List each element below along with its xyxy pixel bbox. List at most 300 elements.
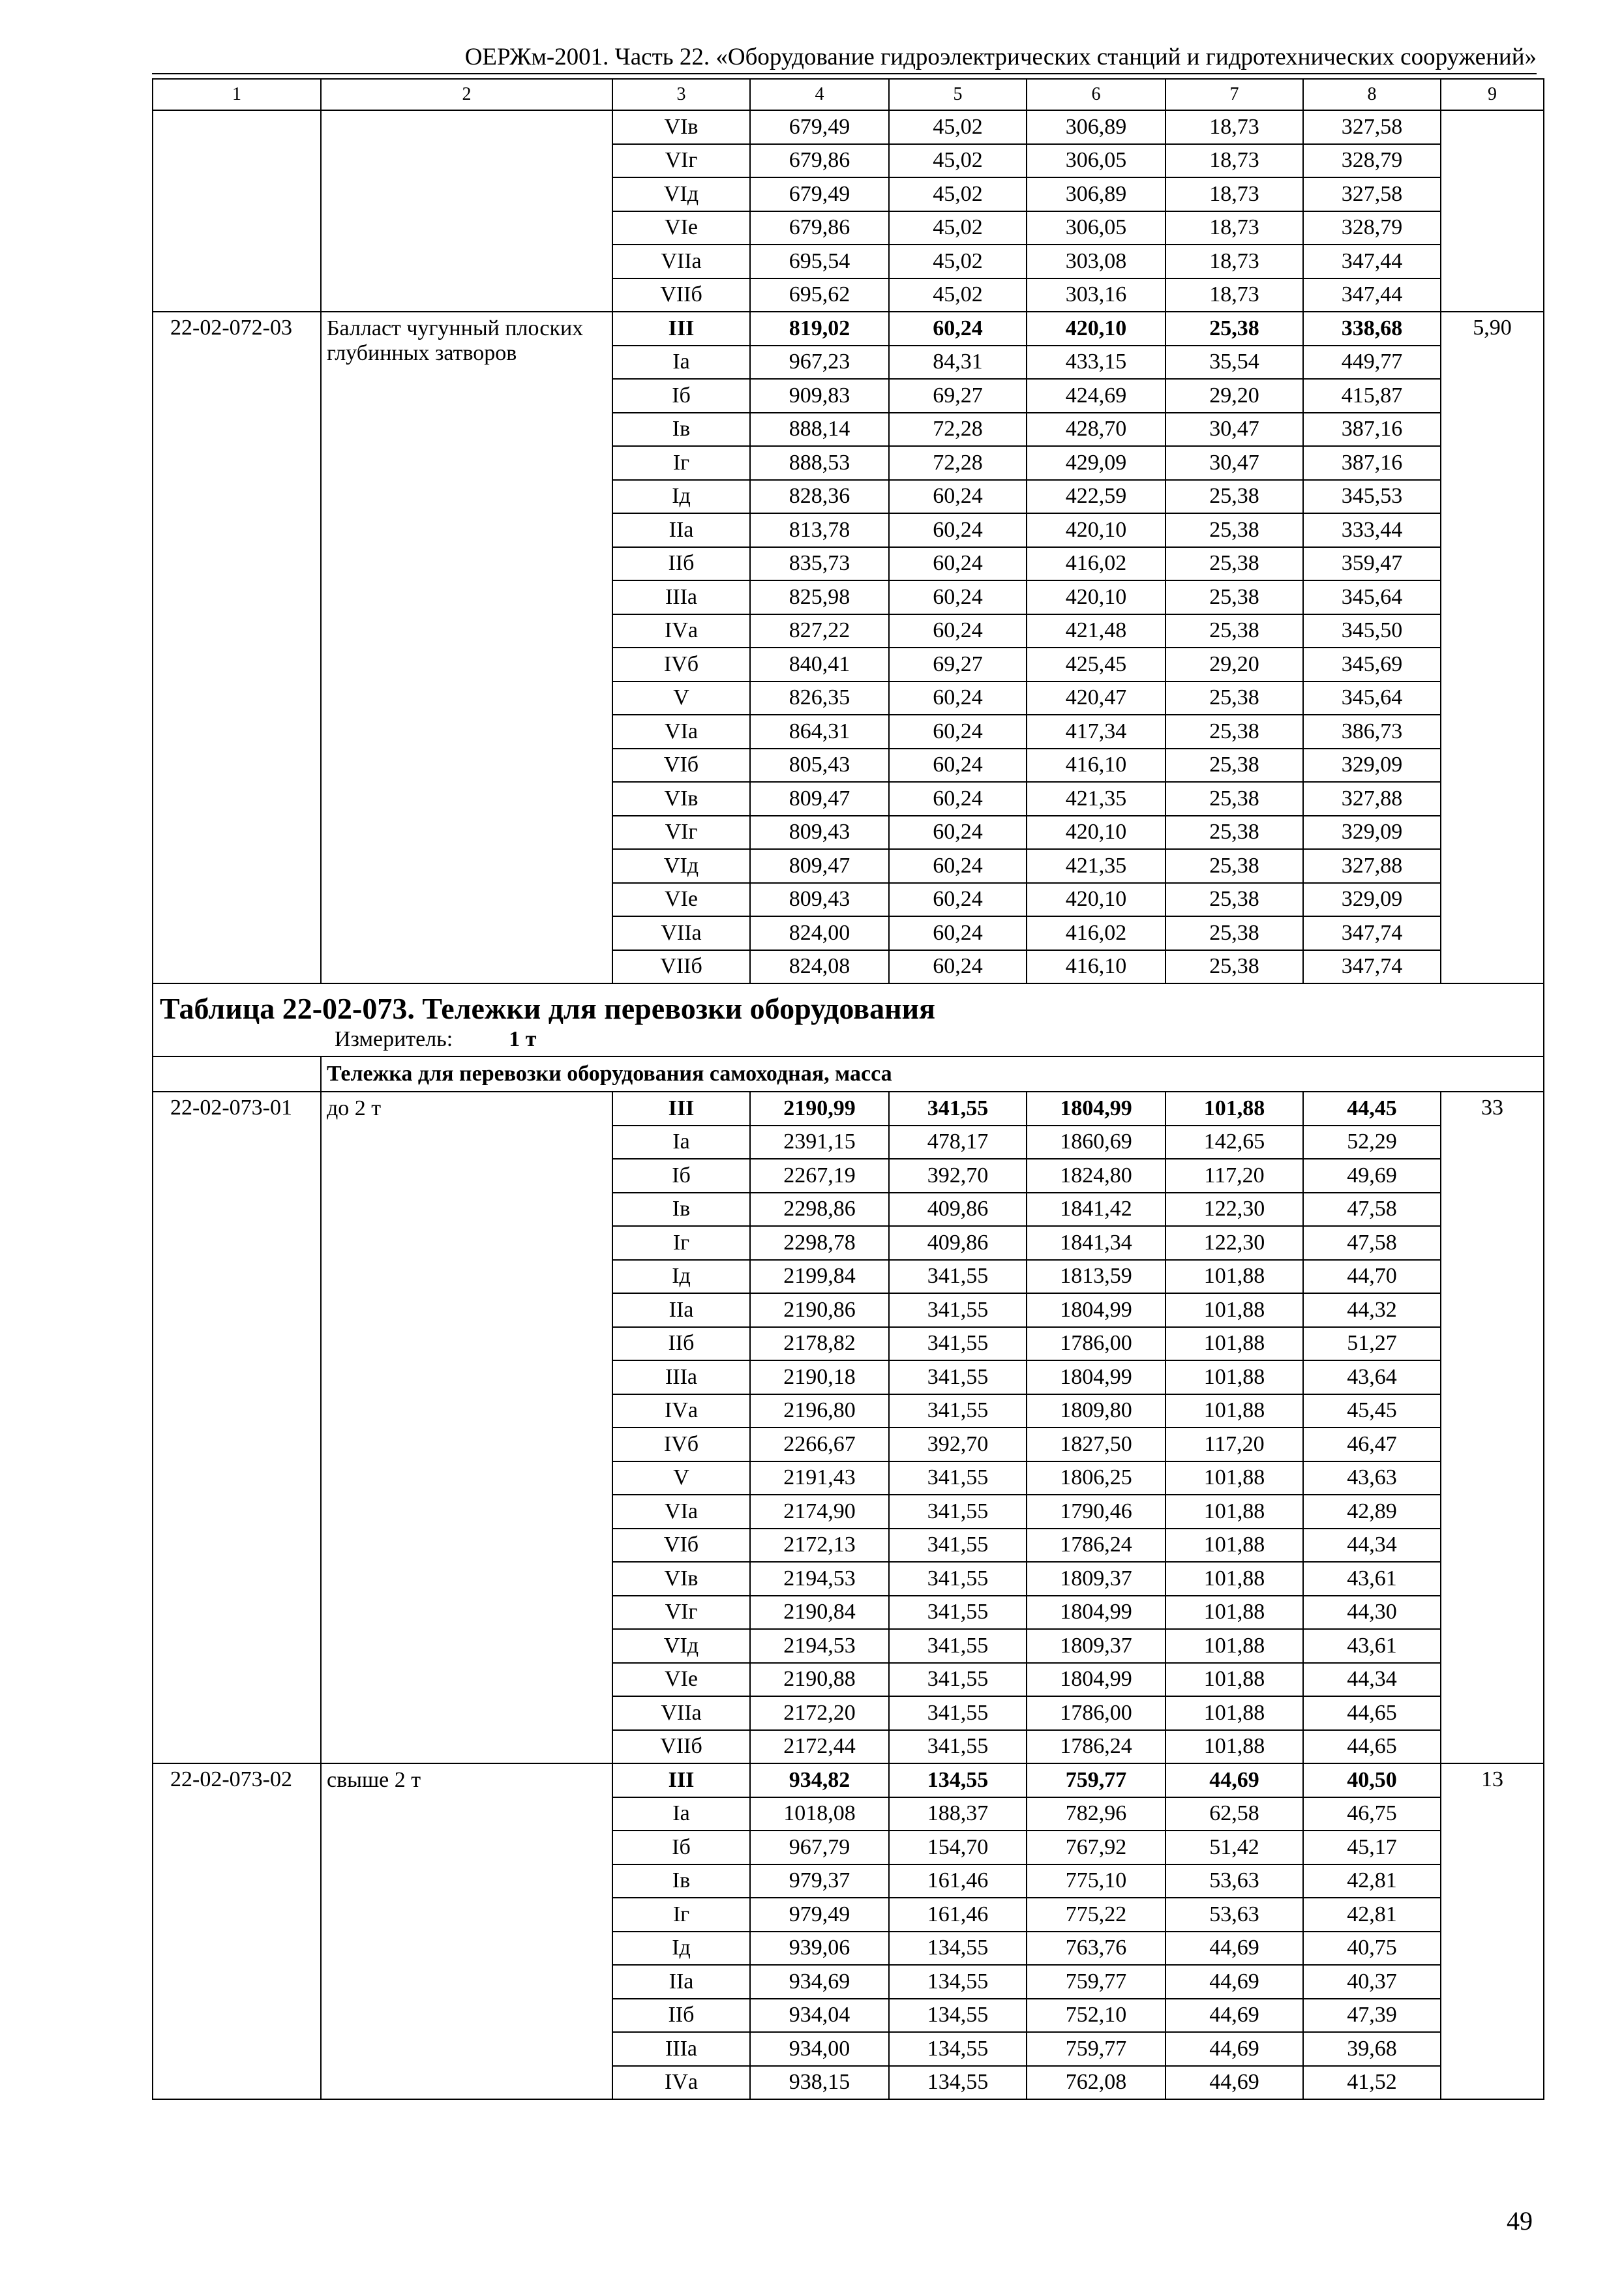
value-cell: 161,46	[889, 1864, 1027, 1898]
column-number: 9	[1441, 79, 1544, 110]
zone-cell: IVа	[612, 614, 750, 648]
value-cell: 42,81	[1303, 1864, 1441, 1898]
value-cell: 188,37	[889, 1797, 1027, 1831]
value-cell: 327,88	[1303, 782, 1441, 816]
zone-cell: IVа	[612, 1394, 750, 1428]
value-cell: 775,22	[1027, 1898, 1165, 1932]
zone-cell: IVб	[612, 648, 750, 681]
zone-cell: VIв	[612, 782, 750, 816]
value-cell: 25,38	[1165, 749, 1303, 783]
value-cell: 2298,86	[750, 1193, 889, 1227]
value-cell: 1824,80	[1027, 1159, 1165, 1193]
value-cell: 2190,18	[750, 1360, 889, 1394]
value-cell: 30,47	[1165, 413, 1303, 447]
zone-cell: III	[612, 1092, 750, 1126]
value-cell: 101,88	[1165, 1260, 1303, 1294]
value-cell: 122,30	[1165, 1226, 1303, 1260]
value-cell: 2172,20	[750, 1696, 889, 1730]
value-cell: 60,24	[889, 782, 1027, 816]
value-cell: 341,55	[889, 1293, 1027, 1327]
value-cell: 2174,90	[750, 1495, 889, 1529]
measure-value: 1 т	[509, 1027, 537, 1051]
value-cell: 42,81	[1303, 1898, 1441, 1932]
value-cell: 420,10	[1027, 513, 1165, 547]
value-cell: 433,15	[1027, 346, 1165, 380]
value-cell: 934,82	[750, 1763, 889, 1797]
value-cell: 101,88	[1165, 1663, 1303, 1697]
value-cell: 25,38	[1165, 950, 1303, 984]
value-cell: 979,49	[750, 1898, 889, 1932]
value-cell: 60,24	[889, 849, 1027, 883]
value-cell: 341,55	[889, 1260, 1027, 1294]
value-cell: 775,10	[1027, 1864, 1165, 1898]
value-cell: 47,58	[1303, 1226, 1441, 1260]
value-cell: 117,20	[1165, 1159, 1303, 1193]
zone-cell: VIа	[612, 715, 750, 749]
value-cell: 809,43	[750, 883, 889, 917]
zone-cell: Iб	[612, 379, 750, 413]
value-cell: 60,24	[889, 480, 1027, 514]
value-cell: 25,38	[1165, 849, 1303, 883]
value-cell: 44,32	[1303, 1293, 1441, 1327]
value-cell: 39,68	[1303, 2032, 1441, 2066]
value-cell: 415,87	[1303, 379, 1441, 413]
value-cell: 25,38	[1165, 883, 1303, 917]
value-cell: 421,48	[1027, 614, 1165, 648]
value-cell: 826,35	[750, 681, 889, 715]
value-cell: 333,44	[1303, 513, 1441, 547]
value-cell: 429,09	[1027, 446, 1165, 480]
zone-cell: VIIа	[612, 916, 750, 950]
value-cell: 329,09	[1303, 749, 1441, 783]
value-cell: 25,38	[1165, 681, 1303, 715]
value-cell: 1804,99	[1027, 1293, 1165, 1327]
value-cell: 341,55	[889, 1461, 1027, 1495]
value-cell: 387,16	[1303, 446, 1441, 480]
value-cell: 43,64	[1303, 1360, 1441, 1394]
value-cell: 420,10	[1027, 816, 1165, 850]
value-cell: 18,73	[1165, 245, 1303, 278]
value-cell: 679,86	[750, 211, 889, 245]
value-cell: 967,23	[750, 346, 889, 380]
zone-cell: III	[612, 312, 750, 346]
value-cell: 424,69	[1027, 379, 1165, 413]
value-cell: 939,06	[750, 1932, 889, 1966]
extra-cell: 5,90	[1441, 312, 1544, 983]
value-cell: 117,20	[1165, 1428, 1303, 1461]
running-header: ОЕРЖм-2001. Часть 22. «Оборудование гидроэлектрических станций и гидротехнических сооружений»	[464, 44, 1537, 70]
value-cell: 979,37	[750, 1864, 889, 1898]
zone-cell: VIг	[612, 1596, 750, 1630]
value-cell: 60,24	[889, 950, 1027, 984]
value-cell: 25,38	[1165, 513, 1303, 547]
value-cell: 679,86	[750, 144, 889, 178]
value-cell: 2196,80	[750, 1394, 889, 1428]
zone-cell: VIIб	[612, 1730, 750, 1764]
value-cell: 45,17	[1303, 1831, 1441, 1864]
value-cell: 2199,84	[750, 1260, 889, 1294]
value-cell: 44,69	[1165, 1932, 1303, 1966]
value-cell: 341,55	[889, 1663, 1027, 1697]
table-title-cell	[153, 983, 1544, 1056]
zone-cell: IIа	[612, 1293, 750, 1327]
value-cell: 327,88	[1303, 849, 1441, 883]
value-cell: 35,54	[1165, 346, 1303, 380]
value-cell: 2190,88	[750, 1663, 889, 1697]
value-cell: 47,58	[1303, 1193, 1441, 1227]
value-cell: 45,02	[889, 110, 1027, 144]
value-cell: 767,92	[1027, 1831, 1165, 1864]
value-cell: 44,65	[1303, 1730, 1441, 1764]
value-cell: 1841,34	[1027, 1226, 1165, 1260]
zone-cell: Iб	[612, 1831, 750, 1864]
value-cell: 47,39	[1303, 1999, 1441, 2033]
table-row	[153, 1092, 1544, 1126]
value-cell: 420,47	[1027, 681, 1165, 715]
value-cell: 420,10	[1027, 312, 1165, 346]
value-cell: 40,37	[1303, 1965, 1441, 1999]
zone-cell: IIб	[612, 547, 750, 581]
value-cell: 306,05	[1027, 144, 1165, 178]
value-cell: 60,24	[889, 547, 1027, 581]
value-cell: 2172,13	[750, 1529, 889, 1563]
value-cell: 134,55	[889, 2066, 1027, 2100]
extra-cell: 13	[1441, 1763, 1544, 2099]
value-cell: 387,16	[1303, 413, 1441, 447]
value-cell: 345,64	[1303, 681, 1441, 715]
value-cell: 345,50	[1303, 614, 1441, 648]
value-cell: 341,55	[889, 1596, 1027, 1630]
zone-cell: IIб	[612, 1327, 750, 1361]
value-cell: 416,10	[1027, 749, 1165, 783]
zone-cell: VIв	[612, 110, 750, 144]
value-cell: 134,55	[889, 1965, 1027, 1999]
value-cell: 1813,59	[1027, 1260, 1165, 1294]
value-cell: 18,73	[1165, 177, 1303, 211]
value-cell: 2266,67	[750, 1428, 889, 1461]
value-cell: 45,02	[889, 278, 1027, 312]
code-cell	[153, 110, 321, 312]
value-cell: 25,38	[1165, 916, 1303, 950]
zone-cell: VIб	[612, 1529, 750, 1563]
value-cell: 2391,15	[750, 1126, 889, 1159]
value-cell: 359,47	[1303, 547, 1441, 581]
value-cell: 809,47	[750, 782, 889, 816]
value-cell: 18,73	[1165, 144, 1303, 178]
value-cell: 46,47	[1303, 1428, 1441, 1461]
header-rule	[152, 73, 1537, 74]
value-cell: 84,31	[889, 346, 1027, 380]
column-number: 8	[1303, 79, 1441, 110]
zone-cell: VIа	[612, 1495, 750, 1529]
value-cell: 101,88	[1165, 1730, 1303, 1764]
value-cell: 2190,86	[750, 1293, 889, 1327]
zone-cell: IIIа	[612, 580, 750, 614]
zone-cell: VIIа	[612, 1696, 750, 1730]
value-cell: 60,24	[889, 715, 1027, 749]
zone-cell: VIд	[612, 177, 750, 211]
value-cell: 824,00	[750, 916, 889, 950]
value-cell: 29,20	[1165, 379, 1303, 413]
value-cell: 329,09	[1303, 883, 1441, 917]
column-number: 3	[612, 79, 750, 110]
value-cell: 934,69	[750, 1965, 889, 1999]
value-cell: 329,09	[1303, 816, 1441, 850]
value-cell: 43,61	[1303, 1629, 1441, 1663]
value-cell: 809,43	[750, 816, 889, 850]
value-cell: 306,89	[1027, 177, 1165, 211]
value-cell: 101,88	[1165, 1529, 1303, 1563]
value-cell: 1786,00	[1027, 1696, 1165, 1730]
table-title-row	[153, 983, 1544, 1056]
value-cell: 341,55	[889, 1327, 1027, 1361]
value-cell: 122,30	[1165, 1193, 1303, 1227]
value-cell: 101,88	[1165, 1696, 1303, 1730]
zone-cell: IVб	[612, 1428, 750, 1461]
value-cell: 1804,99	[1027, 1663, 1165, 1697]
zone-cell: VIIб	[612, 950, 750, 984]
value-cell: 53,63	[1165, 1898, 1303, 1932]
value-cell: 938,15	[750, 2066, 889, 2100]
zone-cell: IIб	[612, 1999, 750, 2033]
value-cell: 782,96	[1027, 1797, 1165, 1831]
value-cell: 44,30	[1303, 1596, 1441, 1630]
value-cell: 695,54	[750, 245, 889, 278]
value-cell: 44,34	[1303, 1529, 1441, 1563]
value-cell: 42,89	[1303, 1495, 1441, 1529]
value-cell: 1018,08	[750, 1797, 889, 1831]
zone-cell: VIIб	[612, 278, 750, 312]
zone-cell: Iв	[612, 413, 750, 447]
value-cell: 2194,53	[750, 1629, 889, 1663]
value-cell: 51,42	[1165, 1831, 1303, 1864]
page-number: 49	[1507, 2206, 1533, 2236]
extra-cell: 33	[1441, 1092, 1544, 1763]
value-cell: 29,20	[1165, 648, 1303, 681]
table-title: Таблица 22-02-073. Тележки для перевозки оборудования	[160, 992, 936, 1025]
value-cell: 888,14	[750, 413, 889, 447]
value-cell: 805,43	[750, 749, 889, 783]
value-cell: 347,44	[1303, 245, 1441, 278]
value-cell: 60,24	[889, 681, 1027, 715]
value-cell: 306,05	[1027, 211, 1165, 245]
value-cell: 341,55	[889, 1394, 1027, 1428]
value-cell: 72,28	[889, 413, 1027, 447]
value-cell: 2190,99	[750, 1092, 889, 1126]
value-cell: 478,17	[889, 1126, 1027, 1159]
value-cell: 101,88	[1165, 1092, 1303, 1126]
column-number-row	[153, 79, 1544, 110]
subtitle-blank	[153, 1056, 321, 1092]
value-cell: 134,55	[889, 2032, 1027, 2066]
measure-label: Измеритель:	[335, 1027, 453, 1051]
value-cell: 679,49	[750, 177, 889, 211]
value-cell: 1809,37	[1027, 1562, 1165, 1596]
value-cell: 60,24	[889, 916, 1027, 950]
code-cell: 22-02-072-03	[153, 312, 321, 983]
zone-cell: Iб	[612, 1159, 750, 1193]
column-number: 7	[1165, 79, 1303, 110]
description-cell	[321, 110, 612, 312]
value-cell: 25,38	[1165, 580, 1303, 614]
zone-cell: VIе	[612, 1663, 750, 1697]
value-cell: 134,55	[889, 1932, 1027, 1966]
value-cell: 101,88	[1165, 1360, 1303, 1394]
value-cell: 1804,99	[1027, 1092, 1165, 1126]
value-cell: 835,73	[750, 547, 889, 581]
zone-cell: Iг	[612, 1898, 750, 1932]
zone-cell: VIе	[612, 211, 750, 245]
value-cell: 1809,80	[1027, 1394, 1165, 1428]
value-cell: 828,36	[750, 480, 889, 514]
value-cell: 967,79	[750, 1831, 889, 1864]
value-cell: 341,55	[889, 1360, 1027, 1394]
value-cell: 327,58	[1303, 110, 1441, 144]
value-cell: 934,04	[750, 1999, 889, 2033]
value-cell: 392,70	[889, 1428, 1027, 1461]
extra-cell	[1441, 110, 1544, 312]
zone-cell: V	[612, 1461, 750, 1495]
value-cell: 341,55	[889, 1092, 1027, 1126]
subtitle-row	[153, 1056, 1544, 1092]
zone-cell: Iа	[612, 1126, 750, 1159]
zone-cell: VIд	[612, 849, 750, 883]
zone-cell: VIв	[612, 1562, 750, 1596]
value-cell: 1804,99	[1027, 1596, 1165, 1630]
value-cell: 49,69	[1303, 1159, 1441, 1193]
column-number: 4	[750, 79, 889, 110]
value-cell: 44,69	[1165, 2032, 1303, 2066]
value-cell: 45,45	[1303, 1394, 1441, 1428]
value-cell: 416,02	[1027, 547, 1165, 581]
value-cell: 46,75	[1303, 1797, 1441, 1831]
value-cell: 1804,99	[1027, 1360, 1165, 1394]
zone-cell: VIг	[612, 816, 750, 850]
zone-cell: VIIа	[612, 245, 750, 278]
zone-cell: Iг	[612, 1226, 750, 1260]
value-cell: 449,77	[1303, 346, 1441, 380]
zone-cell: Iа	[612, 1797, 750, 1831]
value-cell: 72,28	[889, 446, 1027, 480]
value-cell: 1786,00	[1027, 1327, 1165, 1361]
table-row	[153, 312, 1544, 346]
value-cell: 421,35	[1027, 782, 1165, 816]
column-number: 6	[1027, 79, 1165, 110]
value-cell: 417,34	[1027, 715, 1165, 749]
value-cell: 327,58	[1303, 177, 1441, 211]
value-cell: 60,24	[889, 312, 1027, 346]
value-cell: 840,41	[750, 648, 889, 681]
value-cell: 60,24	[889, 749, 1027, 783]
measure-line	[160, 1027, 1543, 1056]
description-cell: свыше 2 т	[321, 1763, 612, 2099]
value-cell: 819,02	[750, 312, 889, 346]
value-cell: 25,38	[1165, 816, 1303, 850]
value-cell: 45,02	[889, 245, 1027, 278]
zone-cell: III	[612, 1763, 750, 1797]
value-cell: 345,69	[1303, 648, 1441, 681]
value-cell: 341,55	[889, 1629, 1027, 1663]
value-cell: 30,47	[1165, 446, 1303, 480]
zone-cell: VIд	[612, 1629, 750, 1663]
value-cell: 51,27	[1303, 1327, 1441, 1361]
value-cell: 303,08	[1027, 245, 1165, 278]
value-cell: 328,79	[1303, 144, 1441, 178]
value-cell: 813,78	[750, 513, 889, 547]
value-cell: 2267,19	[750, 1159, 889, 1193]
value-cell: 1841,42	[1027, 1193, 1165, 1227]
column-number: 5	[889, 79, 1027, 110]
code-cell: 22-02-073-02	[153, 1763, 321, 2099]
value-cell: 44,45	[1303, 1092, 1441, 1126]
value-cell: 2194,53	[750, 1562, 889, 1596]
value-cell: 44,70	[1303, 1260, 1441, 1294]
value-cell: 421,35	[1027, 849, 1165, 883]
value-cell: 25,38	[1165, 715, 1303, 749]
value-cell: 341,55	[889, 1562, 1027, 1596]
value-cell: 18,73	[1165, 278, 1303, 312]
value-cell: 69,27	[889, 379, 1027, 413]
value-cell: 44,69	[1165, 1999, 1303, 2033]
code-cell: 22-02-073-01	[153, 1092, 321, 1763]
value-cell: 45,02	[889, 177, 1027, 211]
value-cell: 101,88	[1165, 1394, 1303, 1428]
value-cell: 60,24	[889, 883, 1027, 917]
value-cell: 44,69	[1165, 2066, 1303, 2100]
value-cell: 25,38	[1165, 547, 1303, 581]
value-cell: 25,38	[1165, 614, 1303, 648]
value-cell: 1790,46	[1027, 1495, 1165, 1529]
value-cell: 328,79	[1303, 211, 1441, 245]
value-cell: 101,88	[1165, 1596, 1303, 1630]
value-cell: 60,24	[889, 816, 1027, 850]
zone-cell: Iд	[612, 480, 750, 514]
value-cell: 679,49	[750, 110, 889, 144]
value-cell: 44,69	[1165, 1965, 1303, 1999]
value-cell: 101,88	[1165, 1629, 1303, 1663]
value-cell: 425,45	[1027, 648, 1165, 681]
value-cell: 44,34	[1303, 1663, 1441, 1697]
zone-cell: IVа	[612, 2066, 750, 2100]
value-cell: 864,31	[750, 715, 889, 749]
value-cell: 338,68	[1303, 312, 1441, 346]
zone-cell: Iа	[612, 346, 750, 380]
column-number: 2	[321, 79, 612, 110]
price-table	[152, 78, 1544, 2100]
value-cell: 341,55	[889, 1730, 1027, 1764]
value-cell: 759,77	[1027, 1965, 1165, 1999]
value-cell: 18,73	[1165, 110, 1303, 144]
value-cell: 420,10	[1027, 883, 1165, 917]
description-cell: до 2 т	[321, 1092, 612, 1763]
value-cell: 25,38	[1165, 782, 1303, 816]
value-cell: 2190,84	[750, 1596, 889, 1630]
zone-cell: Iд	[612, 1260, 750, 1294]
value-cell: 101,88	[1165, 1327, 1303, 1361]
value-cell: 60,24	[889, 580, 1027, 614]
value-cell: 1860,69	[1027, 1126, 1165, 1159]
value-cell: 134,55	[889, 1763, 1027, 1797]
value-cell: 43,61	[1303, 1562, 1441, 1596]
value-cell: 142,65	[1165, 1126, 1303, 1159]
value-cell: 52,29	[1303, 1126, 1441, 1159]
value-cell: 60,24	[889, 614, 1027, 648]
value-cell: 420,10	[1027, 580, 1165, 614]
zone-cell: IIа	[612, 1965, 750, 1999]
value-cell: 762,08	[1027, 2066, 1165, 2100]
value-cell: 40,50	[1303, 1763, 1441, 1797]
value-cell: 827,22	[750, 614, 889, 648]
